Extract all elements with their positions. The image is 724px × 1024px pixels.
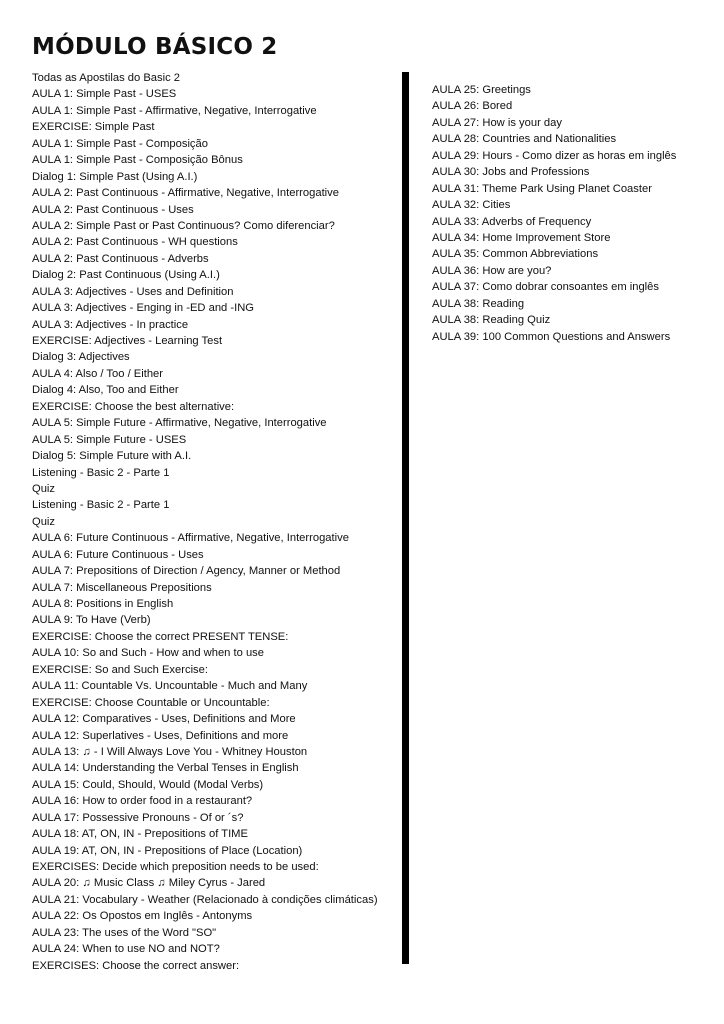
lesson-link[interactable]: AULA 7: Miscellaneous Prepositions bbox=[32, 581, 212, 594]
lesson-link[interactable]: AULA 33: Adverbs of Frequency bbox=[432, 215, 592, 228]
lesson-link[interactable]: AULA 8: Positions in English bbox=[32, 598, 174, 610]
lesson-link[interactable]: AULA 15: Could, Should, Would (Modal Verbs) bbox=[32, 778, 264, 791]
lesson-link[interactable]: AULA 30: Jobs and Professions bbox=[432, 166, 590, 179]
lesson-link[interactable]: AULA 7: Prepositions of Direction / Agency, Manner or Method bbox=[32, 565, 341, 578]
lesson-link[interactable]: AULA 12: Comparatives - Uses, Definitions and More bbox=[32, 713, 296, 726]
left-lesson-list bbox=[32, 70, 398, 974]
lesson-link[interactable]: AULA 18: AT, ON, IN - Prepositions of TIME bbox=[32, 828, 248, 841]
lesson-link[interactable]: EXERCISES: Choose the correct answer: bbox=[32, 959, 240, 972]
lesson-link[interactable]: AULA 1: Simple Past - Affirmative, Negative, Interrogative bbox=[32, 104, 317, 117]
lesson-link[interactable]: AULA 16: How to order food in a restaurant? bbox=[32, 795, 253, 808]
lesson-link[interactable]: AULA 13: ♫ - I Will Always Love You - Whitney Houston bbox=[32, 745, 308, 758]
lesson-link[interactable]: AULA 21: Vocabulary - Weather (Relacionado à condições climáticas) bbox=[32, 893, 378, 906]
lesson-link[interactable]: Dialog 5: Simple Future with A.I. bbox=[32, 450, 192, 463]
lesson-link[interactable]: Dialog 3: Adjectives bbox=[32, 351, 130, 364]
lesson-link[interactable]: AULA 1: Simple Past - USES bbox=[32, 88, 177, 101]
right-lesson-list bbox=[432, 82, 712, 345]
lesson-link[interactable]: Quiz bbox=[32, 482, 56, 495]
lesson-link[interactable]: AULA 36: How are you? bbox=[432, 264, 552, 277]
lesson-link[interactable]: AULA 14: Understanding the Verbal Tenses in English bbox=[32, 762, 299, 775]
lesson-link[interactable]: EXERCISE: Adjectives - Learning Test bbox=[32, 335, 223, 347]
lesson-link[interactable]: AULA 23: The uses of the Word "SO" bbox=[32, 926, 217, 939]
lesson-link[interactable]: AULA 2: Simple Past or Past Continuous? Como diferenciar? bbox=[32, 219, 335, 232]
lesson-link[interactable]: AULA 12: Superlatives - Uses, Definitions and more bbox=[32, 729, 289, 742]
lesson-link[interactable]: AULA 34: Home Improvement Store bbox=[432, 231, 611, 244]
lesson-link[interactable]: AULA 31: Theme Park Using Planet Coaster bbox=[432, 182, 652, 195]
lesson-link[interactable]: AULA 24: When to use NO and NOT? bbox=[32, 943, 220, 956]
lesson-link[interactable]: AULA 25: Greetings bbox=[432, 84, 531, 96]
lesson-link[interactable]: AULA 2: Past Continuous - Adverbs bbox=[32, 252, 209, 265]
lesson-link[interactable]: EXERCISES: Decide which preposition needs to be used: bbox=[32, 861, 319, 873]
lesson-link[interactable]: AULA 26: Bored bbox=[432, 100, 513, 113]
lesson-link[interactable]: Listening - Basic 2 - Parte 1 bbox=[32, 466, 170, 479]
lesson-link[interactable]: AULA 2: Past Continuous - Uses bbox=[32, 203, 194, 216]
lesson-link[interactable]: AULA 1: Simple Past - Composição bbox=[32, 137, 208, 150]
lesson-link[interactable]: AULA 20: ♫ Music Class ♫ Miley Cyrus - Jared bbox=[32, 877, 266, 890]
lesson-link[interactable]: AULA 39: 100 Common Questions and Answers bbox=[432, 330, 671, 343]
lesson-link[interactable]: AULA 2: Past Continuous - Affirmative, Negative, Interrogative bbox=[32, 187, 339, 200]
lesson-link[interactable]: EXERCISE: Choose the correct PRESENT TENSE: bbox=[32, 630, 289, 643]
lesson-link[interactable]: AULA 19: AT, ON, IN - Prepositions of Place (Location) bbox=[32, 844, 303, 857]
lesson-link[interactable]: AULA 4: Also / Too / Either bbox=[32, 367, 164, 380]
lesson-link[interactable]: AULA 37: Como dobrar consoantes em inglês bbox=[432, 281, 659, 294]
lesson-link[interactable]: AULA 29: Hours - Como dizer as horas em inglês bbox=[432, 149, 677, 162]
lesson-link[interactable]: AULA 5: Simple Future - Affirmative, Negative, Interrogative bbox=[32, 417, 327, 430]
lesson-link[interactable]: AULA 3: Adjectives - In practice bbox=[32, 318, 189, 331]
lesson-link[interactable]: AULA 22: Os Opostos em Inglês - Antonyms bbox=[32, 910, 253, 923]
lesson-link[interactable]: AULA 35: Common Abbreviations bbox=[432, 248, 599, 261]
lesson-link[interactable]: AULA 6: Future Continuous - Affirmative, Negative, Interrogative bbox=[32, 532, 349, 545]
lesson-link[interactable]: EXERCISE: Choose the best alternative: bbox=[32, 400, 235, 413]
lesson-link[interactable]: AULA 9: To Have (Verb) bbox=[32, 614, 151, 627]
lesson-link[interactable]: AULA 3: Adjectives - Uses and Definition bbox=[32, 285, 234, 298]
lesson-link[interactable]: Dialog 1: Simple Past (Using A.I.) bbox=[32, 170, 198, 183]
lesson-link[interactable]: AULA 28: Countries and Nationalities bbox=[432, 133, 617, 146]
lesson-link[interactable]: AULA 38: Reading Quiz bbox=[432, 314, 551, 327]
lesson-link[interactable]: AULA 27: How is your day bbox=[432, 116, 562, 129]
lesson-link[interactable]: AULA 32: Cities bbox=[432, 199, 511, 212]
lesson-link[interactable]: EXERCISE: Choose Countable or Uncountable: bbox=[32, 696, 270, 709]
page-title: MÓDULO BÁSICO 2 bbox=[32, 34, 278, 60]
lesson-link[interactable]: AULA 2: Past Continuous - WH questions bbox=[32, 236, 238, 249]
lesson-link[interactable]: Todas as Apostilas do Basic 2 bbox=[32, 72, 181, 84]
lesson-link[interactable]: AULA 1: Simple Past - Composição Bônus bbox=[32, 154, 243, 167]
column-divider bbox=[402, 72, 409, 964]
lesson-link[interactable]: AULA 38: Reading bbox=[432, 297, 525, 310]
lesson-link[interactable]: AULA 11: Countable Vs. Uncountable - Much and Many bbox=[32, 680, 308, 693]
lesson-link[interactable]: EXERCISE: So and Such Exercise: bbox=[32, 663, 208, 676]
lesson-link[interactable]: AULA 3: Adjectives - Enging in -ED and -ING bbox=[32, 302, 254, 315]
lesson-link[interactable]: AULA 5: Simple Future - USES bbox=[32, 433, 187, 446]
lesson-link[interactable]: AULA 10: So and Such - How and when to use bbox=[32, 647, 264, 660]
lesson-link[interactable]: Listening - Basic 2 - Parte 1 bbox=[32, 499, 170, 512]
lesson-link[interactable]: EXERCISE: Simple Past bbox=[32, 121, 155, 134]
lesson-link[interactable]: AULA 6: Future Continuous - Uses bbox=[32, 548, 204, 561]
lesson-link[interactable]: AULA 17: Possessive Pronouns - Of or ´s? bbox=[32, 811, 244, 824]
lesson-link[interactable]: Quiz bbox=[32, 515, 56, 528]
lesson-link[interactable]: Dialog 2: Past Continuous (Using A.I.) bbox=[32, 269, 220, 282]
lesson-link[interactable]: Dialog 4: Also, Too and Either bbox=[32, 384, 179, 397]
